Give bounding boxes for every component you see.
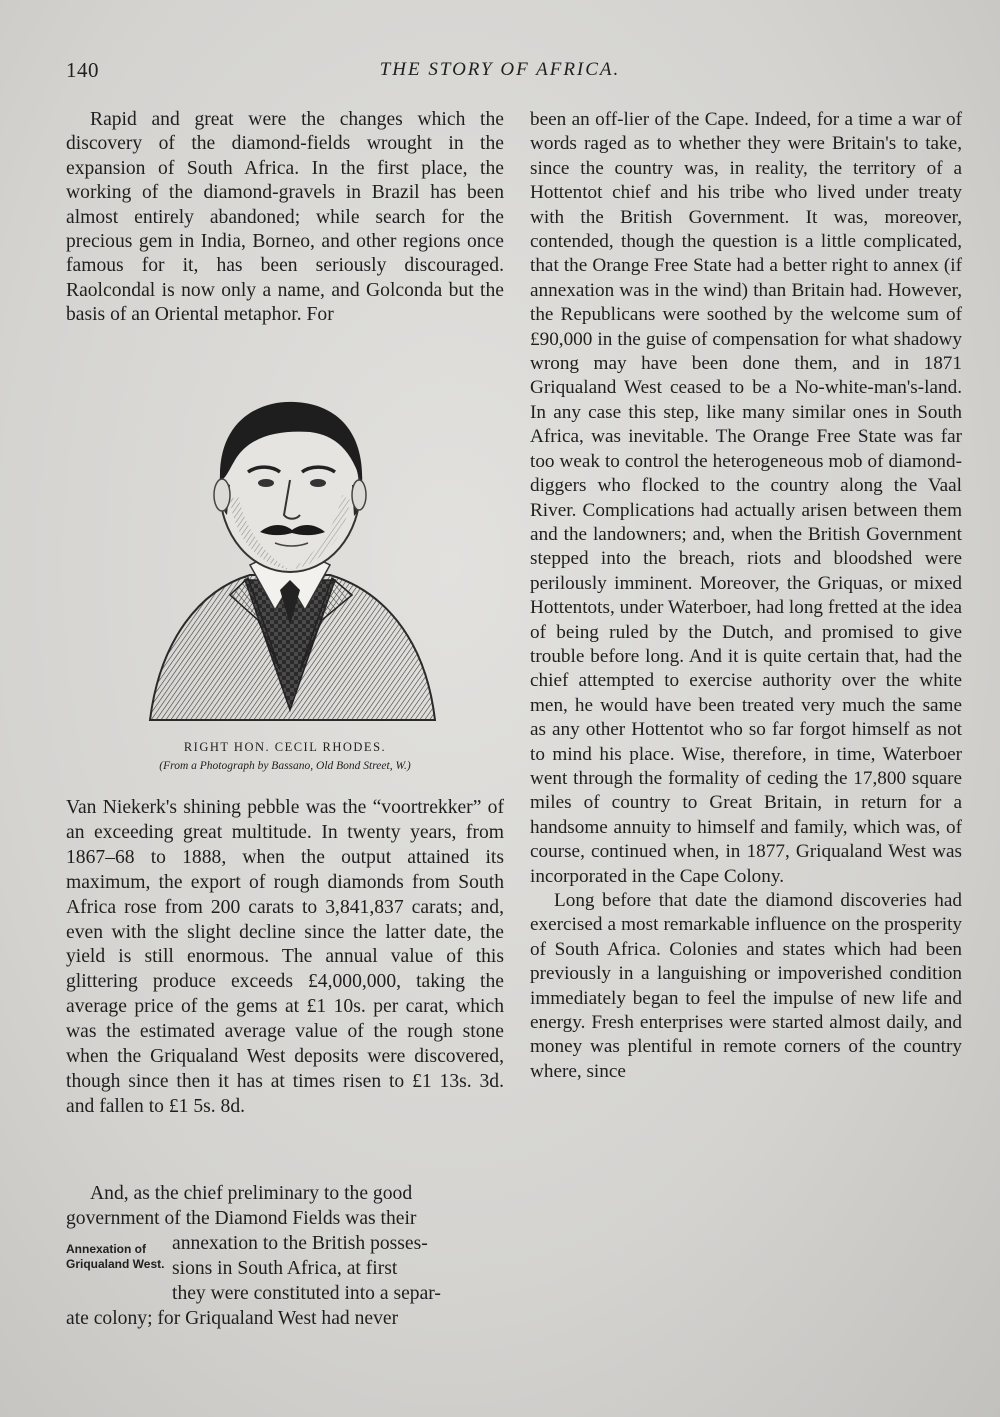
paragraph-prosperity: Long before that date the diamond discoveries had exercised a most remarkable influence on the prosperity of South Africa. Colonies and states which had been previously in a languishing or impoverished condition immediately began to feel the impulse of new life and energy. Fresh enterprises were started almost daily, and money was plentiful in remote corners of the country where, since [530, 890, 962, 1082]
portrait-illustration [130, 380, 450, 730]
right-column [530, 108, 962, 1084]
left-column-bottom [66, 796, 504, 1120]
annexation-line: government of the Diamond Fields was their [66, 1207, 417, 1229]
paragraph-griqualand: been an off-lier of the Cape. Indeed, for a time a war of words raged as to whether they were Britain's to take, since the country was, in reality, the territory of a Hottentot chief and his tribe who lived under treaty with the British Government. It was, moreover, contended, though the question is a little complicated, that the Orange Free State had a better right to annex (if annexation was in the wind) than Britain had. However, the Republicans were soothed by the welcome sum of £90,000 in the guise of compensation for what shadowy wrong may have been done them, and in 1871 Griqualand West ceased to be a No-white-man's-land. In any case this step, like many similar ones in South Africa, was inevitable. The Orange Free State was far too weak to control the heterogeneous mob of diamond-diggers who flocked to the country along the Vaal River. Complications had actually arisen between them and the landowners; and, when the British Government stepped into the breach, riots and bloodshed were perilously imminent. Moreover, the Griquas, or mixed Hottentots, under Waterboer, had long fretted at the idea of being ruled by the Dutch, and promised to give trouble before long. And it is quite certain that, had the chief attempted to exercise authority over the white men, he would have been treated very much the same as any other Hottentot who so far forgot himself as not to mind his place. Wise, therefore, in time, Waterboer went through the formality of ceding the 17,800 square miles of country to Great Britain, in return for a handsome annuity to himself and family, which was, of course, continued when, in 1877, Griqualand West was incorporated in the Cape Colony. [530, 109, 962, 887]
annexation-line: And, as the chief preliminary to the good [90, 1183, 413, 1204]
left-column-top [66, 108, 504, 328]
annexation-line: annexation to the British posses- [172, 1232, 428, 1254]
annexation-line: sions in South Africa, at first [172, 1257, 398, 1279]
cecil-rhodes-portrait-icon [130, 380, 450, 730]
running-head: THE STORY OF AFRICA. [379, 59, 621, 80]
margin-note-annexation: Annexation of Griqualand West. [66, 1242, 165, 1271]
annexation-line: they were constituted into a separ- [172, 1282, 441, 1304]
paragraph-diamond-output: Van Niekerk's shining pebble was the “voortrekker” of an exceeding great multitude. In twenty years, from 1867–68 to 1888, when the output attained its maximum, the export of rough diamonds from South Africa rose from 200 carats to 3,841,837 carats; and, even with the slight decline since the latter date, the yield is still enormous. The annual value of this glittering produce exceeds £4,000,000, taking the average price of the gems at £1 10s. per carat, which was the estimated average value of the rough stone when the Griqualand West deposits were discovered, though since then it has at times risen to £1 13s. 3d. and fallen to £1 5s. 8d. [66, 797, 504, 1117]
annexation-line: ate colony; for Griqualand West had never [66, 1307, 399, 1329]
paragraph-diamond-changes: Rapid and great were the changes which the discovery of the diamond-fields wrought in the expansion of South Africa. In the first place, the working of the diamond-gravels in Brazil has been almost entirely abandoned; while search for the precious gem in India, Borneo, and other regions once famous for it, has been seriously discouraged. Raolcondal is now only a name, and Golconda but the basis of an Oriental metaphor. For [66, 109, 504, 326]
page-number: 140 [66, 58, 99, 82]
page-header [66, 58, 934, 90]
caption-title: RIGHT HON. CECIL RHODES. [183, 740, 387, 754]
figure-caption [66, 740, 504, 772]
caption-credit: (From a Photograph by Bassano, Old Bond Street, W.) [159, 760, 411, 772]
